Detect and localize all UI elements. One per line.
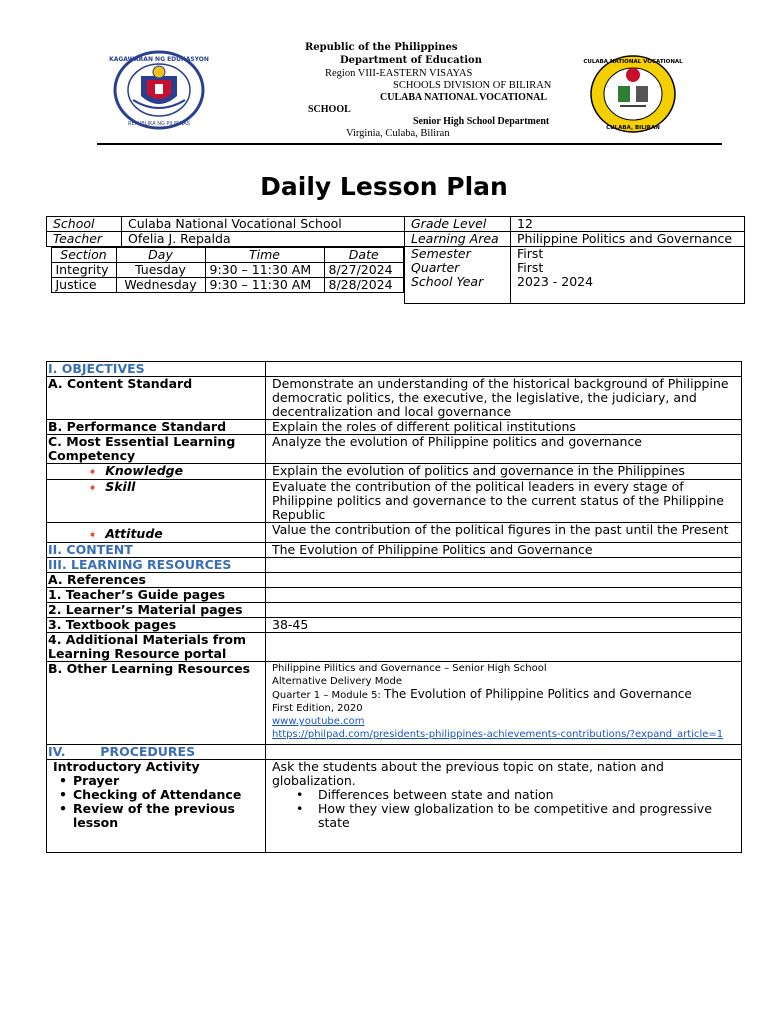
teacher-value: Ofelia J. Repalda [122, 232, 405, 247]
intro-text: Ask the students about the previous topic on state, nation and globalization. [272, 759, 664, 788]
resource-title: Philippine Pilitics and Governance – Senior High School [272, 663, 547, 674]
deped-seal-logo [109, 50, 209, 130]
skill-label: Skill [105, 479, 136, 494]
section-cell: Justice [51, 278, 116, 293]
performance-standard-text: Explain the roles of different political institutions [266, 420, 742, 435]
header-republic: Republic of the Philippines [305, 42, 458, 53]
philpad-link[interactable]: https://philpad.com/presidents-philippines-achievements-contributions/?expand_article=1 [272, 729, 724, 740]
area-value: Philippine Politics and Governance [511, 232, 745, 247]
school-seal-logo [583, 54, 683, 134]
time-cell: 9:30 – 11:30 AM [205, 278, 324, 293]
arrow-bullet-icon: ➧ [88, 528, 98, 541]
melc-label: C. Most Essential Learning Competency [47, 435, 266, 464]
other-resources-label: B. Other Learning Resources [47, 662, 266, 745]
day-cell: Tuesday [116, 263, 205, 278]
teachers-guide-empty [266, 588, 742, 603]
references-label: A. References [47, 573, 266, 588]
resource-mode: Alternative Delivery Mode [272, 676, 402, 687]
resource-module-prefix: Quarter 1 – Module 5: [272, 690, 384, 701]
year-label: School Year [411, 274, 484, 289]
quarter-label: Quarter [411, 260, 460, 275]
intro-activity-cell [47, 760, 266, 853]
grade-label: Grade Level [405, 217, 511, 232]
header-deped: Department of Education [340, 55, 482, 66]
attitude-row-label [47, 523, 266, 543]
attitude-label: Attitude [105, 526, 163, 541]
time-cell: 9:30 – 11:30 AM [205, 263, 324, 278]
header-school-2: SCHOOL [308, 104, 351, 115]
schedule-cell [47, 247, 405, 304]
intro-activity-label: Introductory Activity [53, 759, 200, 774]
teachers-guide-label: 1. Teacher’s Guide pages [47, 588, 266, 603]
semester-quarter-year-labels [405, 247, 511, 304]
textbook-pages: 38-45 [266, 618, 742, 633]
day-header: Day [116, 248, 205, 263]
textbook-label: 3. Textbook pages [47, 618, 266, 633]
intro-activity-description [266, 760, 742, 853]
schedule-table [51, 247, 405, 293]
lesson-plan-table [46, 361, 742, 853]
resource-edition: First Edition, 2020 [272, 703, 363, 714]
attitude-text: Value the contribution of the political figures in the past until the Present [266, 523, 742, 543]
resources-empty [266, 558, 742, 573]
skill-row-label [47, 480, 266, 523]
lesson-info-table [46, 216, 745, 304]
objectives-heading: I. OBJECTIVES [47, 362, 266, 377]
semester-quarter-year-values [511, 247, 745, 304]
school-value: Culaba National Vocational School [122, 217, 405, 232]
intro-bullets [272, 788, 735, 830]
semester-value: First [517, 246, 544, 261]
header-address: Virginia, Culaba, Biliran [346, 128, 450, 139]
date-header: Date [324, 248, 404, 263]
references-empty [266, 573, 742, 588]
day-cell: Wednesday [116, 278, 205, 293]
melc-text: Analyze the evolution of Philippine politics and governance [266, 435, 742, 464]
knowledge-text: Explain the evolution of politics and governance in the Philippines [266, 464, 742, 480]
page-title: Daily Lesson Plan [260, 172, 508, 201]
learners-material-empty [266, 603, 742, 618]
area-label: Learning Area [405, 232, 511, 247]
quarter-value: First [517, 260, 544, 275]
performance-standard-label: B. Performance Standard [47, 420, 266, 435]
teacher-label: Teacher [47, 232, 122, 247]
section-header: Section [51, 248, 116, 263]
header-divider [97, 143, 722, 145]
list-item: • Differences between state and nation [272, 788, 735, 802]
list-item: • Checking of Attendance [53, 788, 259, 802]
list-item: • Prayer [53, 774, 259, 788]
resources-heading: III. LEARNING RESOURCES [47, 558, 266, 573]
date-cell: 8/28/2024 [324, 278, 404, 293]
knowledge-row-label [47, 464, 266, 480]
content-standard-label: A. Content Standard [47, 377, 266, 420]
procedures-empty [266, 745, 742, 760]
year-value: 2023 - 2024 [517, 274, 594, 289]
procedures-heading: IV. PROCEDURES [47, 745, 266, 760]
section-cell: Integrity [51, 263, 116, 278]
knowledge-label: Knowledge [105, 463, 184, 478]
header-division: SCHOOLS DIVISION OF BILIRAN [393, 80, 552, 91]
header-department: Senior High School Department [413, 116, 550, 127]
list-item: • Review of the previous lesson [53, 802, 259, 830]
youtube-link[interactable]: www.youtube.com [272, 716, 365, 727]
svg-text:KAGAWARAN NG EDUKASYON: KAGAWARAN NG EDUKASYON [109, 56, 209, 63]
list-item: • How they view globalization to be competitive and progressive state [272, 802, 735, 830]
resource-module-title: The Evolution of Philippine Politics and Governance [383, 687, 692, 701]
learners-material-label: 2. Learner’s Material pages [47, 603, 266, 618]
svg-text:CULABA, BILIRAN: CULABA, BILIRAN [606, 125, 660, 131]
content-standard-text: Demonstrate an understanding of the historical background of Philippine democratic politics, the executive, the legislative, the judiciary, and decentralization and local governance [266, 377, 742, 420]
school-label: School [47, 217, 122, 232]
date-cell: 8/27/2024 [324, 263, 404, 278]
header-school: CULABA NATIONAL VOCATIONAL [380, 92, 548, 103]
svg-text:CULABA NATIONAL VOCATIONAL: CULABA NATIONAL VOCATIONAL [583, 59, 683, 65]
skill-text: Evaluate the contribution of the political leaders in every stage of Philippine politics and governance to the current status of the Philippine Republic [266, 480, 742, 523]
svg-text:REPUBLIKA NG PILIPINAS: REPUBLIKA NG PILIPINAS [128, 121, 190, 127]
objectives-empty [266, 362, 742, 377]
intro-activity-list [53, 774, 259, 830]
semester-label: Semester [411, 246, 471, 261]
lr-portal-label: 4. Additional Materials from Learning Resource portal [47, 633, 266, 662]
other-resources-content [266, 662, 742, 745]
resource-module [272, 688, 735, 702]
arrow-bullet-icon: ➧ [88, 481, 98, 494]
arrow-bullet-icon: ➧ [88, 465, 98, 478]
grade-value: 12 [511, 217, 745, 232]
content-text: The Evolution of Philippine Politics and Governance [266, 543, 742, 558]
time-header: Time [205, 248, 324, 263]
lr-portal-empty [266, 633, 742, 662]
header-region: Region VIII-EASTERN VISAYAS [325, 68, 473, 79]
content-heading: II. CONTENT [47, 543, 266, 558]
